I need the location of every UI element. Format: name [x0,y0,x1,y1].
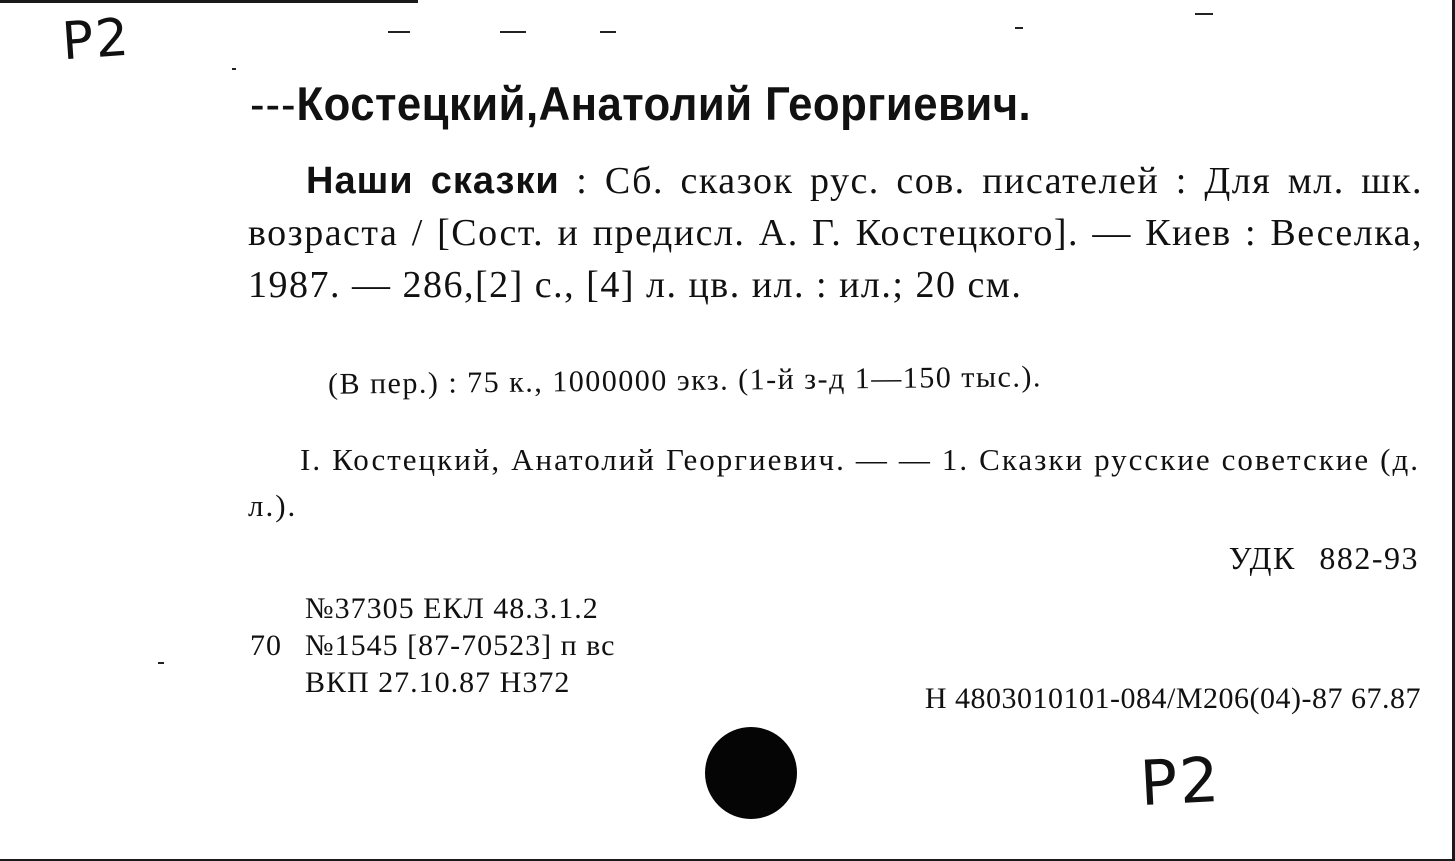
scan-speck [600,31,616,33]
author-dash: --- [250,77,297,130]
code-line-2 [250,627,615,664]
scan-edge-top [0,0,418,3]
author-heading [250,76,1031,131]
scan-speck [388,31,410,33]
bibliographic-description [248,155,1423,311]
tracing-line: I. Костецкий, Анатолий Георгиевич. — — 1. Сказки русские советские (д. л.). [248,442,1420,523]
registration-codes [250,590,615,701]
code-line-1: №37305 ЕКЛ 48.3.1.2 [305,592,599,625]
description-text: : Сб. сказок рус. сов. писателей : Для мл. шк. возраста / [Сост. и предисл. А. Г. Костецкого]. — Киев : Веселка, 1987. — 286,[2] с., [4] л. цв. ил. : ил.; 20 см. [248,160,1424,306]
scan-speck [232,68,236,70]
scan-speck [1195,13,1213,15]
scan-speck [500,31,526,33]
scan-speck [1015,27,1023,29]
price-line: (В пер.) : 75 к., 1000000 экз. (1-й з-д 1—150 тыс.). [327,360,1043,401]
scan-speck [158,662,164,664]
bbk-code: Н 4803010101-084/М206(04)-87 67.87 [924,682,1421,715]
punch-hole [705,727,797,819]
book-title: Наши сказки [306,160,560,202]
udk-code: УДК 882-93 [1228,540,1419,576]
code-line-2-text: №1545 [87-70523] п вс [305,629,616,662]
author-name: Костецкий,Анатолий Георгиевич. [296,77,1032,130]
handwritten-shelf-mark-bottom: Р2 [1138,742,1223,821]
code-line-2-prefix: 70 [250,629,282,662]
handwritten-shelf-mark-top: Р2 [59,7,133,73]
code-line-3: ВКП 27.10.87 Н372 [305,666,571,699]
